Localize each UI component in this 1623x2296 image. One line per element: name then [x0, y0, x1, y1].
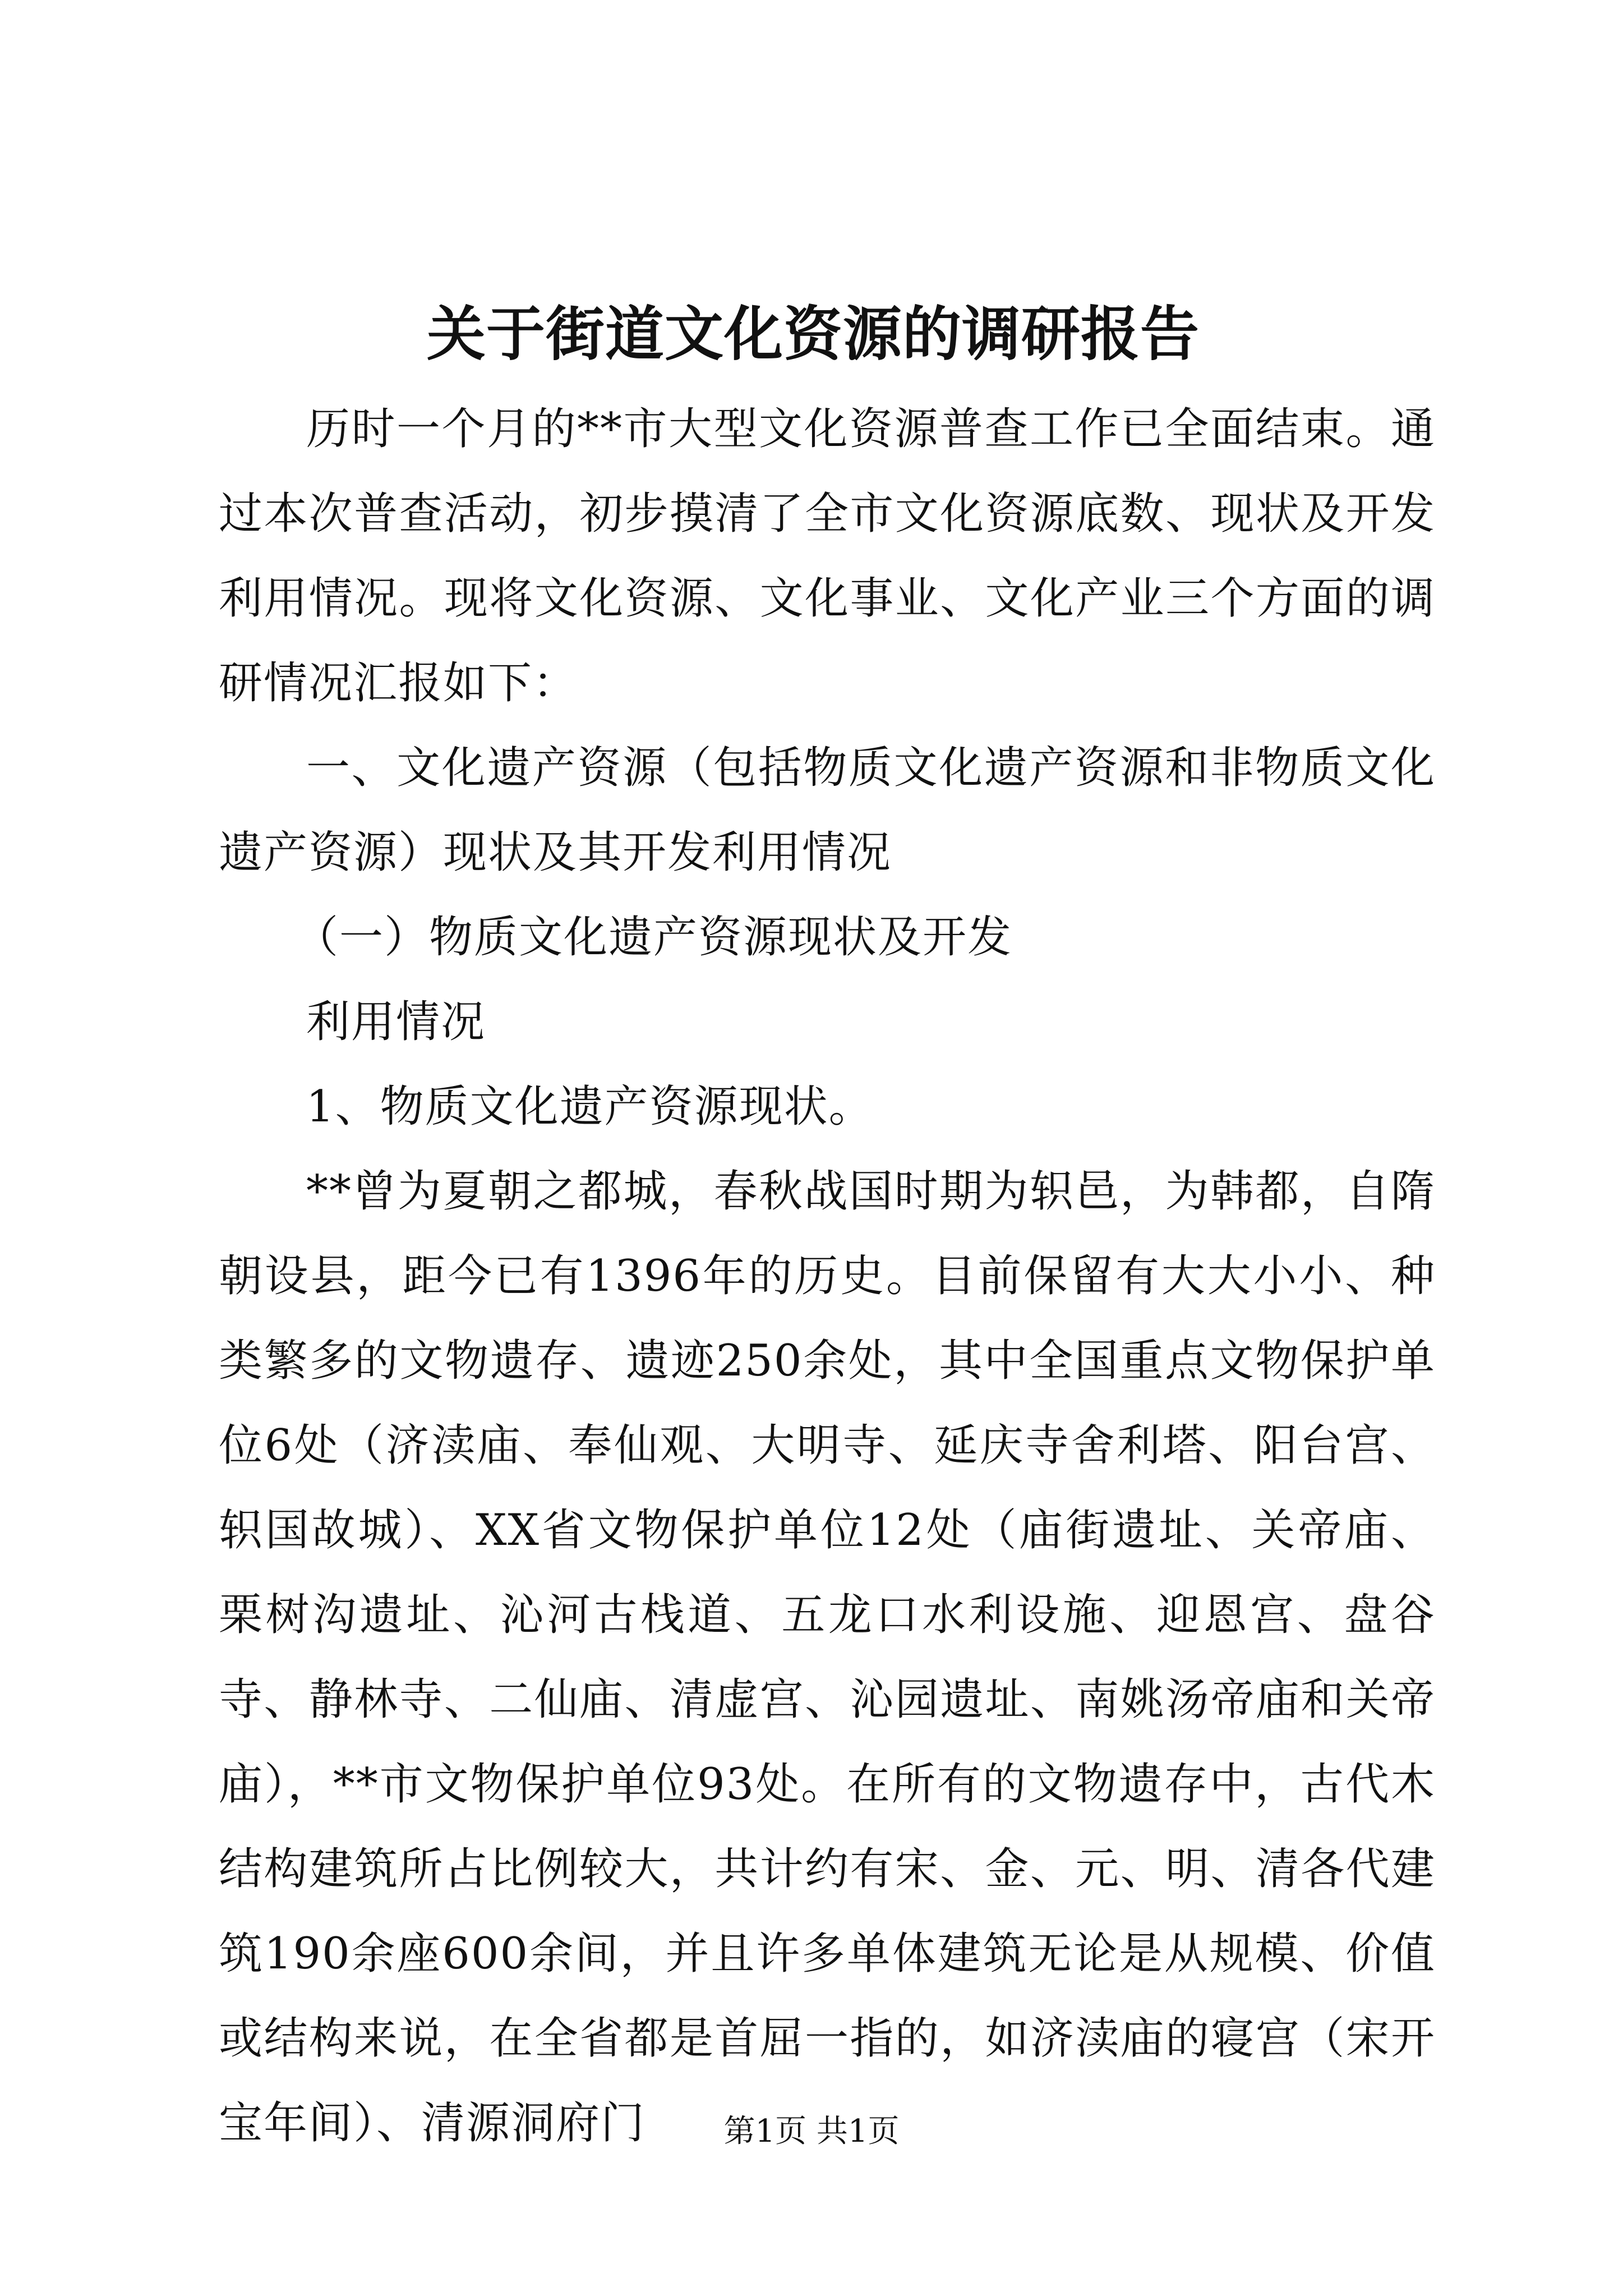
subsection-heading-1: （一）物质文化遗产资源现状及开发	[294, 912, 1013, 963]
section-heading-1: 一、文化遗产资源（包括物质文化遗产资源和非物质文化遗产资源）现状及其开发利用情况	[219, 743, 1436, 878]
item-heading-1: 1、物质文化遗产资源现状。	[306, 1082, 874, 1132]
document-title: 关于街道文化资源的调研报告	[426, 299, 1200, 369]
document-body	[219, 387, 1436, 2166]
paragraph-intro: 历时一个月的**市大型文化资源普查工作已全面结束。通过本次普查活动，初步摸清了全市文化资源底数、现状及开发利用情况。现将文化资源、文化事业、文化产业三个方面的调研情况汇报如下：	[219, 404, 1436, 708]
page-footer: 第1页 共1页	[723, 2113, 900, 2150]
subsection-heading-1-continued: 利用情况	[306, 997, 486, 1047]
paragraph-heritage: **曾为夏朝之都城，春秋战国时期为轵邑，为韩都，自隋朝设县，距今已有1396年的历史。目前保留有大大小小、种类繁多的文物遗存、遗迹250余处，其中全国重点文物保护单位6处（济渎庙、奉仙观、大明寺、延庆寺舍利塔、阳台宫、轵国故城）、XX省文物保护单位12处（庙街遗址、关帝庙、栗树沟遗址、沁河古栈道、五龙口水利设施、迎恩宫、盘谷寺、静林寺、二仙庙、清虚宫、沁园遗址、南姚汤帝庙和关帝庙），**市文物保护单位93处。在所有的文物遗存中，古代木结构建筑所占比例较大，共计约有宋、金、元、明、清各代建筑190余座600余间，并且许多单体建筑无论是从规模、价值或结构来说，在全省都是首屈一指的，如济渎庙的寝宫（宋开宝年间）、清源洞府门	[219, 1166, 1436, 2148]
